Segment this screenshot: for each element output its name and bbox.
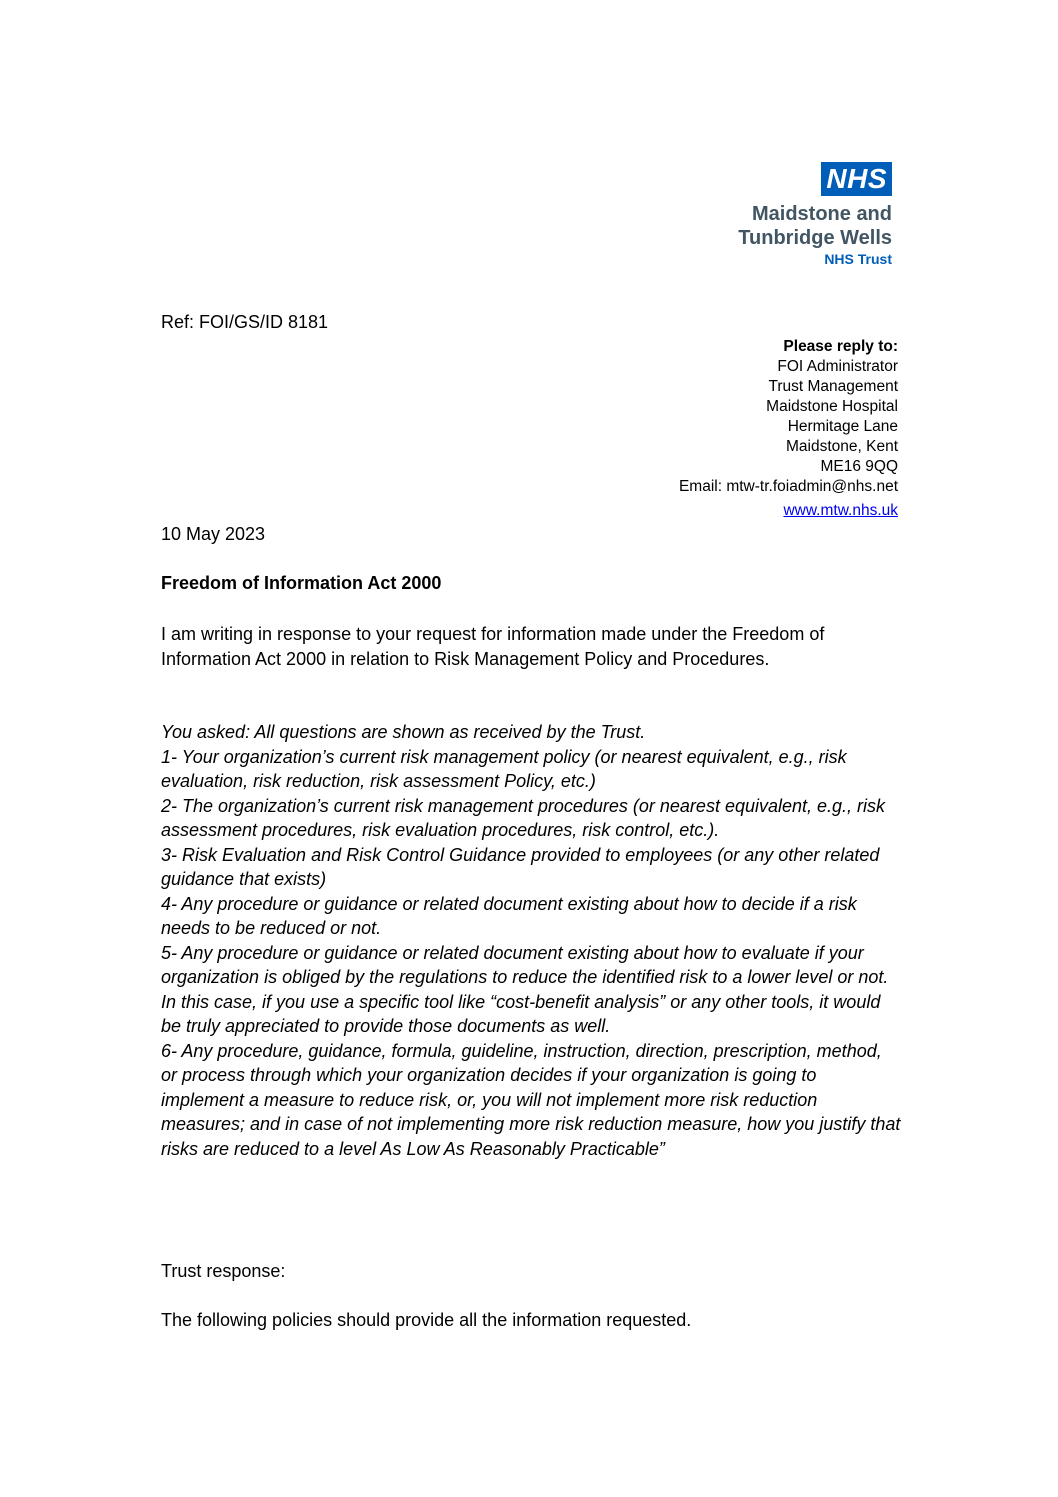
org-name-line1: Maidstone and	[751, 203, 892, 225]
org-name-line2: Tunbridge Wells	[738, 227, 892, 249]
question-item: 1- Your organization’s current risk management policy (or nearest equivalent, e.g., risk evaluation, risk reduction, risk assessment Policy, etc.)	[161, 746, 847, 791]
question-item: 4- Any procedure or guidance or related document existing about how to decide if a risk needs to be reduced or not.	[161, 893, 857, 938]
reply-email: Email: mtw-tr.foiadmin@nhs.net	[678, 478, 898, 495]
org-name-line3: NHS Trust	[824, 251, 892, 267]
response-label-block	[161, 1259, 901, 1284]
question-item: 6- Any procedure, guidance, formula, guideline, instruction, direction, prescription, method, or process through which your organization decides if your organization is going to implement a measure to reduce risk, or, you will not implement more risk reduction measures; and in case of not implementing more risk reduction measure, how you justify that risks are reduced to a level As Low As Reasonably Practicable”	[161, 1040, 901, 1159]
reply-line: Trust Management	[768, 378, 898, 395]
intro-paragraph	[161, 622, 901, 671]
response-label: Trust response:	[161, 1261, 286, 1281]
question-item: 2- The organization’s current risk management procedures (or nearest equivalent, e.g., risk assessment procedures, risk evaluation procedures, risk control, etc.).	[161, 795, 886, 840]
nhs-badge: NHS	[821, 162, 892, 196]
reply-line: Maidstone Hospital	[766, 398, 898, 415]
nhs-trust-logo	[738, 162, 892, 268]
question-item: 3- Risk Evaluation and Risk Control Guidance provided to employees (or any other related guidance that exists)	[161, 844, 880, 889]
reply-address-block	[679, 337, 898, 521]
response-text: The following policies should provide all the information requested.	[161, 1310, 692, 1330]
reply-line: Hermitage Lane	[787, 418, 898, 435]
reply-line: ME16 9QQ	[820, 458, 898, 475]
question-item: You asked: All questions are shown as received by the Trust.	[161, 722, 646, 742]
reply-line: FOI Administrator	[777, 358, 898, 375]
reply-heading: Please reply to:	[783, 338, 898, 355]
question-item: 5- Any procedure or guidance or related document existing about how to evaluate if your organization is obliged by the regulations to reduce the identified risk to a lower level or not. In this case, if you use a specific tool like “cost-benefit analysis” or any other tools, it would be truly appreciated to provide those documents as well.	[161, 942, 889, 1036]
intro-text: I am writing in response to your request for information made under the Freedom of Information Act 2000 in relation to Risk Management Policy and Procedures.	[161, 624, 825, 669]
questions-block	[161, 720, 901, 1161]
reference-number: Ref: FOI/GS/ID 8181	[161, 312, 329, 332]
response-text-block	[161, 1308, 901, 1333]
reply-line: Maidstone, Kent	[785, 438, 898, 455]
act-title: Freedom of Information Act 2000	[161, 573, 442, 593]
letter-date: 10 May 2023	[161, 524, 266, 544]
website-link[interactable]: www.mtw.nhs.uk	[783, 502, 898, 519]
